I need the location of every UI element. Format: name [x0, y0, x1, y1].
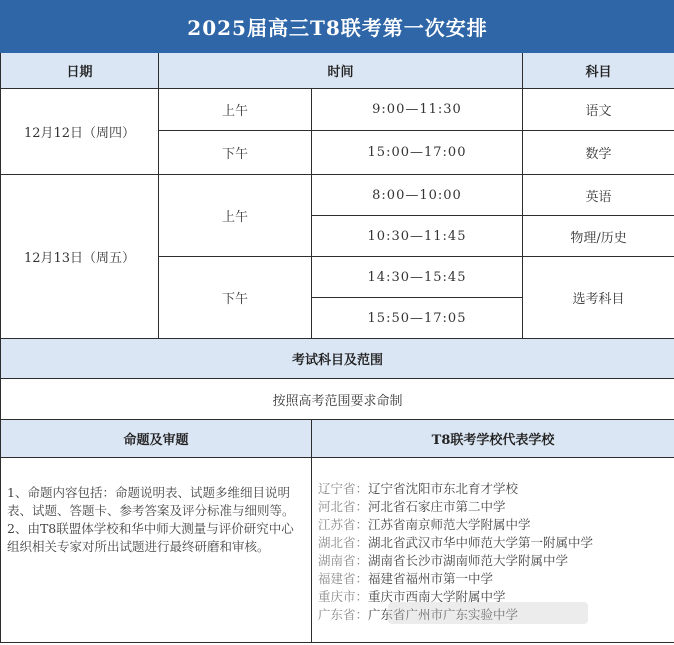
school-item: 河北省：河北省石家庄市第二中学: [318, 499, 506, 514]
day1-am-time: 9:00—11:30: [312, 89, 523, 131]
scope-header: 考试科目及范围: [1, 339, 674, 379]
school-item: 广东省：广东省广州市广东实验中学: [318, 607, 519, 622]
day2-am-label: 上午: [159, 175, 312, 257]
day1-pm-subject: 数学: [523, 131, 674, 175]
day1-pm-time: 15:00—17:00: [312, 131, 523, 175]
day1-am-label: 上午: [159, 89, 312, 131]
school-item: 湖北省：湖北省武汉市华中师范大学第一附属中学: [318, 535, 594, 550]
day2-am-subject1: 英语: [523, 175, 674, 216]
page-title: 2025届高三T8联考第一次安排: [1, 1, 674, 53]
day2-am-time1: 8:00—10:00: [312, 175, 523, 216]
day2-pm-time1: 14:30—15:45: [312, 257, 523, 298]
review-line-2: 2、由T8联盟体学校和华中师大测量与评价研究中心组织相关专家对所出试题进行最终研磨和审核。: [7, 521, 294, 554]
day2-am-subject2: 物理/历史: [523, 216, 674, 257]
school-item: 福建省：福建省福州市第一中学: [318, 571, 494, 586]
school-item: 湖南省：湖南省长沙市湖南师范大学附属中学: [318, 553, 569, 568]
day2-pm-subject: 选考科目: [523, 257, 674, 339]
day2-pm-time2: 15:50—17:05: [312, 298, 523, 339]
day1-am-subject: 语文: [523, 89, 674, 131]
day2-pm-label: 下午: [159, 257, 312, 339]
review-line-1: 1、命题内容包括：命题说明表、试题多维细目说明表、试题、答题卡、参考答案及评分标准与细则等。: [7, 485, 295, 518]
watermark-overlay: [388, 602, 588, 624]
day1-pm-label: 下午: [159, 131, 312, 175]
schools-header: T8联考学校代表学校: [312, 420, 674, 458]
review-content: [1, 458, 312, 643]
scope-text: 按照高考范围要求命制: [1, 379, 674, 420]
header-date: 日期: [1, 53, 159, 89]
header-time: 时间: [159, 53, 523, 89]
school-item: 江苏省：江苏省南京师范大学附属中学: [318, 517, 531, 532]
school-item: 重庆市：重庆市西南大学附属中学: [318, 589, 506, 604]
header-subject: 科目: [523, 53, 674, 89]
day2-am-time2: 10:30—11:45: [312, 216, 523, 257]
day1-date: 12月12日（周四）: [1, 89, 159, 175]
day2-date: 12月13日（周五）: [1, 175, 159, 339]
review-header: 命题及审题: [1, 420, 312, 458]
school-item: 辽宁省：辽宁省沈阳市东北育才学校: [318, 481, 519, 496]
